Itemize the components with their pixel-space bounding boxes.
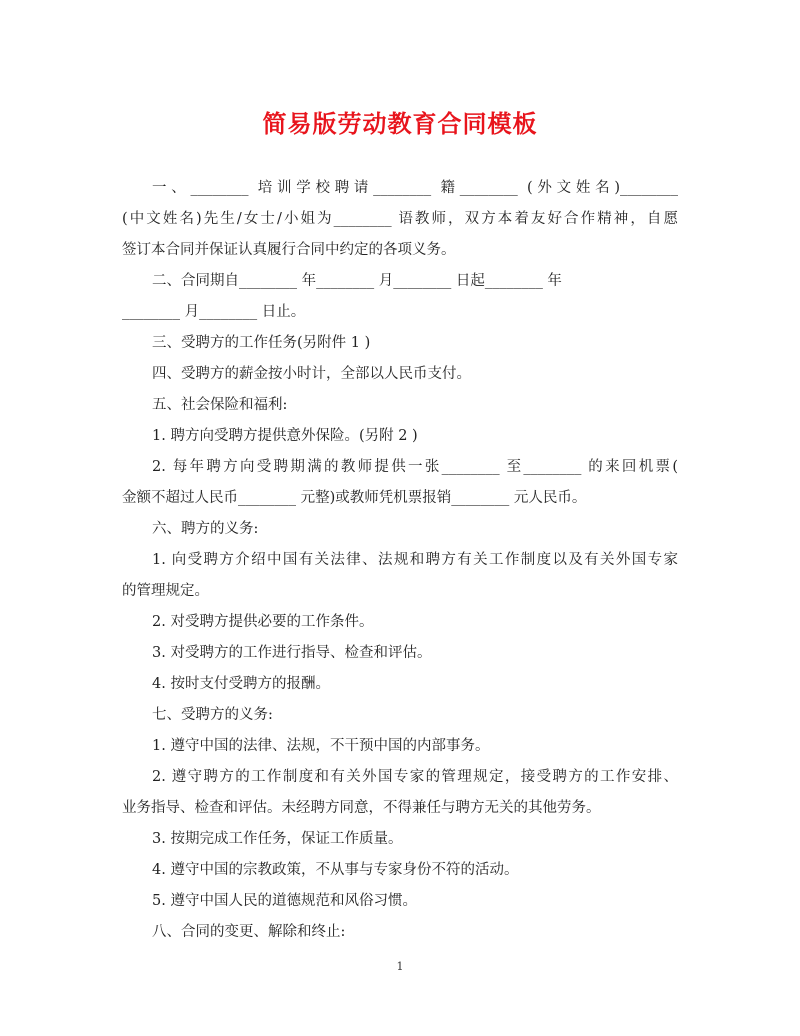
text-line: 3. 按期完成工作任务，保证工作质量。 [152, 831, 403, 847]
text-line: 签订本合同并保证认真履行合同中约定的各项义务。 [122, 242, 456, 258]
text-line: 七、受聘方的义务: [152, 707, 273, 723]
text-line: 2. 每年聘方向受聘期满的教师提供一张________ 至________ 的来回机票( [152, 459, 678, 475]
text-line: 业务指导、检查和评估。未经聘方同意，不得兼任与聘方无关的其他劳务。 [122, 800, 601, 816]
text-line: 4. 遵守中国的宗教政策，不从事与专家身份不符的活动。 [152, 862, 519, 878]
text-line: 1. 聘方向受聘方提供意外保险。(另附 2 ) [152, 428, 418, 444]
text-line: 的管理规定。 [122, 583, 209, 599]
text-line: 2. 遵守聘方的工作制度和有关外国专家的管理规定，接受聘方的工作安排、 [152, 769, 678, 785]
text-line: 金额不超过人民币________ 元整)或教师凭机票报销________ 元人民币。 [122, 490, 587, 506]
text-line: 五、社会保险和福利: [152, 397, 288, 413]
text-line: 2. 对受聘方提供必要的工作条件。 [152, 614, 374, 630]
text-line: 1. 向受聘方介绍中国有关法律、法规和聘方有关工作制度以及有关外国专家 [152, 552, 678, 568]
text-line: ________ 月________ 日止。 [122, 304, 306, 320]
text-line: 5. 遵守中国人民的道德规范和风俗习惯。 [152, 893, 417, 909]
text-line: 一、________ 培训学校聘请________ 籍________ (外文姓名)________ [152, 180, 678, 196]
document-title: 简易版劳动教育合同模板 [262, 110, 538, 138]
page-number: 1 [396, 960, 404, 973]
text-line: 八、合同的变更、解除和终止: [152, 924, 346, 940]
text-line: 三、受聘方的工作任务(另附件 1 ) [152, 335, 371, 351]
text-line: 3. 对受聘方的工作进行指导、检查和评估。 [152, 645, 432, 661]
text-line: 1. 遵守中国的法律、法规，不干预中国的内部事务。 [152, 738, 490, 754]
text-line: 二、合同期自________ 年________ 月________ 日起________ 年 [152, 273, 562, 289]
text-line: 4. 按时支付受聘方的报酬。 [152, 676, 330, 692]
text-line: 四、受聘方的薪金按小时计，全部以人民币支付。 [152, 366, 471, 382]
document-body [122, 176, 678, 951]
text-line: 六、聘方的义务: [152, 521, 259, 537]
text-line: (中文姓名)先生/女士/小姐为________ 语教师，双方本着友好合作精神，自愿 [122, 211, 678, 227]
